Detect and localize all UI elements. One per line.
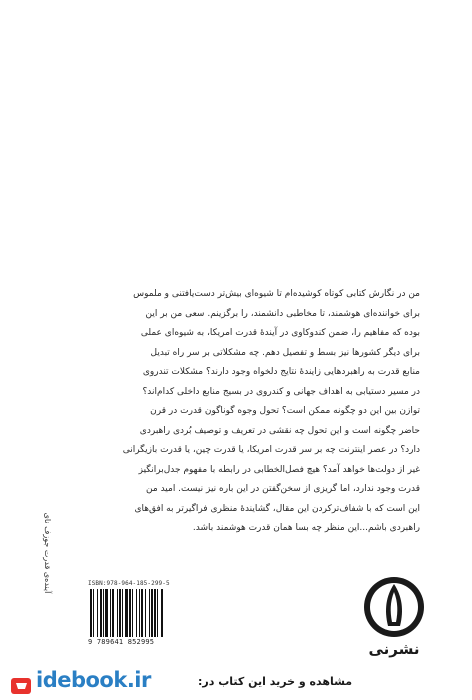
barcode-bar	[122, 589, 123, 637]
barcode-bar	[154, 589, 156, 637]
barcode-bar	[141, 589, 143, 637]
paragraph-line: این است که با شفاف‌ترکردن این مقال، گشایندهٔ منظری فراگیرتر به افق‌های	[134, 503, 420, 514]
barcode-bar	[110, 589, 111, 637]
barcode-digits: 9 789641 852995	[88, 638, 155, 646]
barcode-bar	[100, 589, 102, 637]
barcode-bar	[105, 589, 108, 637]
barcode-bar	[112, 589, 114, 637]
barcode-bar	[117, 589, 118, 637]
isbn-label: ISBN:978-964-185-299-5	[88, 580, 170, 587]
barcode-bar	[119, 589, 121, 637]
paragraph-line: غیر از دولت‌ها خواهد آمد؟ هیچ فصل‌الخطابی در رابطه با مفهوم جدل‌برانگیز	[138, 464, 420, 475]
barcode-bar	[149, 589, 150, 637]
barcode-bar	[145, 589, 146, 637]
paragraph-line: برای خواننده‌ای هوشمند، تا مخاطبی دانشمند، را برگزینم. سعی من بر این	[145, 308, 420, 319]
back-cover-paragraph	[88, 285, 420, 539]
publisher-logo-icon	[356, 574, 432, 640]
paragraph-line: بوده که مفاهیم را، ضمن کندوکاوی در آیندهٔ قدرت امریکا، به شیوه‌ای عملی	[140, 328, 420, 338]
barcode-bar	[93, 589, 94, 637]
paragraph-line: منابع قدرت به راهبردهایی زایندهٔ نتایج دلخواه وجود دارند؟ مشکلات تندروی	[142, 367, 420, 377]
paragraph-line: در مسیر دستیابی به اهداف جهانی و کندروی در بسیج منابع داخلی کدام‌اند؟	[142, 386, 420, 397]
paragraph-line: راهبردی باشم...این منظر چه بسا همان قدرت هوشمند باشد.	[192, 523, 420, 533]
publisher-name: نشرنی	[368, 640, 420, 658]
paragraph-line: توازن بین این دو چگونه ممکن است؟ تحول وجوه گوناگون قدرت در قرن	[150, 406, 420, 416]
barcode-bar	[136, 589, 137, 637]
paragraph-line: حاضر چگونه است و این تحول چه نقشی در تعریف و توصیف بُردی راهبردی	[139, 425, 420, 436]
barcode-bar	[97, 589, 98, 637]
barcode-bar	[139, 589, 140, 637]
barcode-bar	[151, 589, 153, 637]
barcode-block	[88, 580, 184, 650]
watermark-site-name[interactable]: idebook.ir	[36, 668, 151, 692]
barcode-bar	[90, 589, 92, 637]
barcode-bar	[157, 589, 158, 637]
barcode-bar	[161, 589, 163, 637]
cart-icon	[10, 676, 32, 696]
paragraph-line: قدرت وجود ندارد، اما گریزی از سخن‌گفتن در این باره نیز نیست. امید من	[146, 484, 420, 494]
barcode-bar	[132, 589, 133, 637]
barcode-bar	[129, 589, 131, 637]
paragraph-line: برای دیگر کشورها نیز بسط و تفصیل دهم. چه مشکلاتی بر سر راه تبدیل	[150, 347, 420, 358]
spine-title-author: آینده‌ی قدرت جوزف نای	[43, 512, 52, 594]
barcode-bar	[103, 589, 104, 637]
barcode-image	[88, 589, 184, 637]
watermark-call-to-action: مشاهده و خرید این کتاب در:	[198, 675, 353, 688]
paragraph-line: من در نگارش کتابی کوتاه کوشیده‌ام تا شیوه‌ای بیش‌تر دست‌یافتنی و ملموس	[133, 289, 420, 299]
paragraph-line: دارد؟ در عصر اینترنت چه بر سر قدرت امریکا، یا قدرت چین، یا قدرت بازیگرانی	[122, 445, 420, 455]
barcode-bar	[125, 589, 128, 637]
